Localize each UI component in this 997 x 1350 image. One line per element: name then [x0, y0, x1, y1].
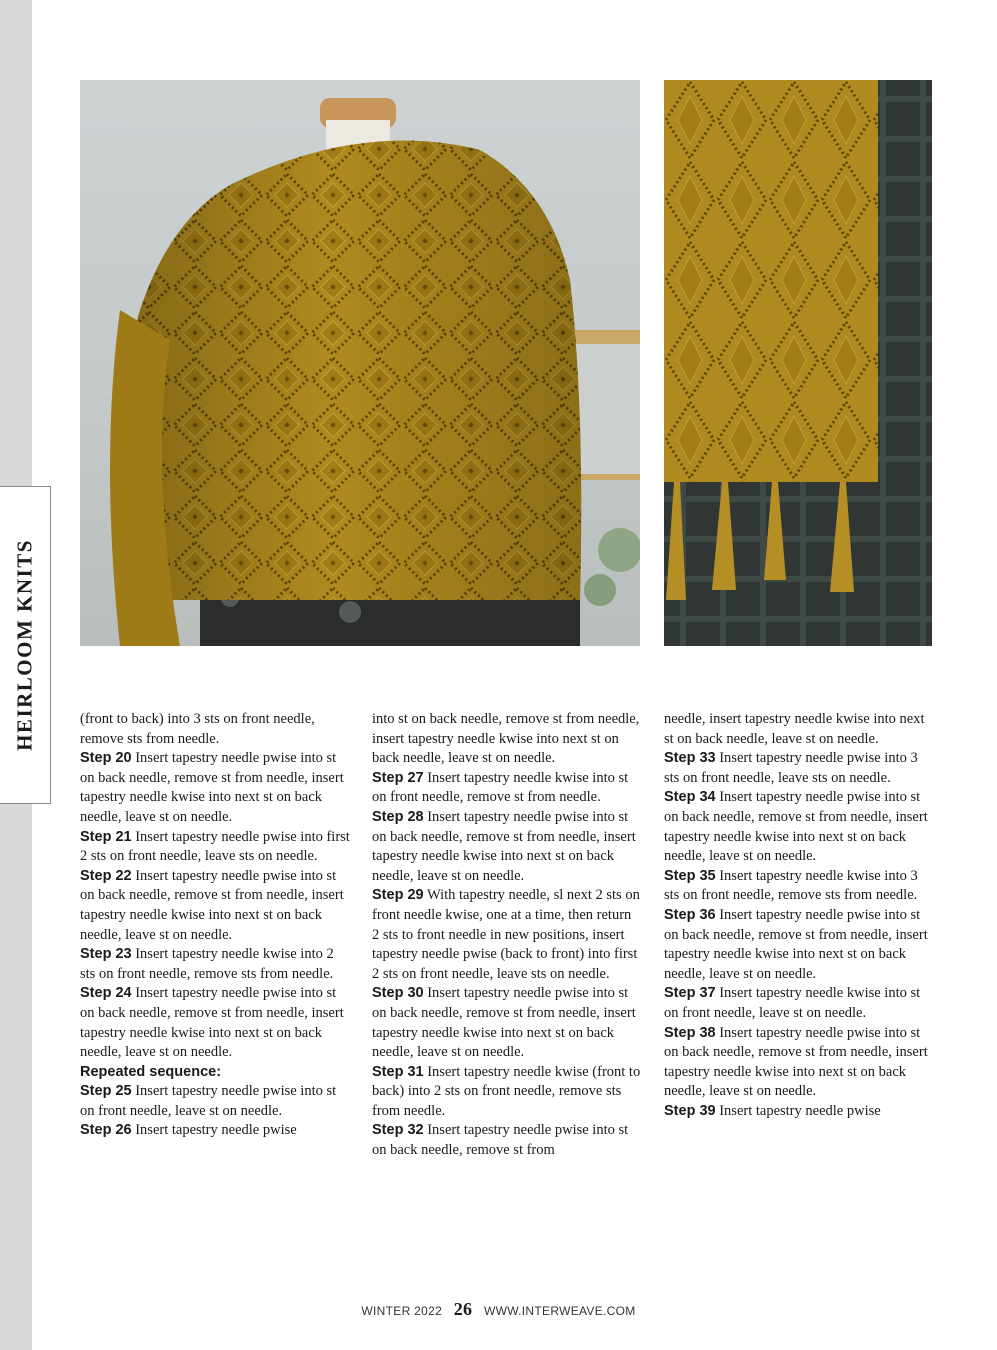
step-label: Step 29 — [372, 887, 424, 904]
step-paragraph — [80, 1082, 350, 1121]
step-text: Insert tapestry needle pwise into first 2 sts on front needle, leave sts on needle. — [80, 828, 350, 865]
step-label: Step 30 — [372, 985, 424, 1002]
step-label: Step 24 — [80, 985, 132, 1002]
step-paragraph — [80, 749, 350, 827]
text-column-3 — [664, 710, 934, 1121]
step-text: Insert tapestry needle pwise into st on back needle, remove st from — [372, 1122, 629, 1159]
step-label: Step 26 — [80, 1122, 132, 1139]
website-link[interactable]: WWW.INTERWEAVE.COM — [483, 1304, 636, 1318]
step-paragraph — [80, 828, 350, 867]
step-paragraph — [372, 886, 642, 984]
step-paragraph — [372, 1121, 642, 1160]
step-paragraph — [80, 1121, 350, 1141]
step-text: Insert tapestry needle pwise into 3 sts on front needle, leave sts on needle. — [664, 750, 918, 786]
step-text: Insert tapestry needle pwise into st on back needle, remove st from needle, insert tapestry needle kwise into next st on back needle, leave st on needle. — [372, 808, 636, 884]
step-text: Insert tapestry needle kwise into st on front needle, leave st on needle. — [664, 985, 921, 1021]
step-label: Step 32 — [372, 1122, 424, 1139]
step-text: Insert tapestry needle pwise into st on back needle, remove st from needle, insert tapestry needle kwise into next st on back needle, leave st on needle. — [80, 867, 344, 943]
step-label: Step 38 — [664, 1024, 716, 1041]
step-label: Step 27 — [372, 769, 424, 786]
step-text: needle, insert tapestry needle kwise into next st on back needle, leave st on needle. — [664, 711, 925, 747]
step-label: Step 20 — [80, 750, 132, 767]
step-text: Insert tapestry needle pwise into st on front needle, leave st on needle. — [80, 1083, 337, 1119]
step-paragraph — [80, 945, 350, 984]
step-text: Insert tapestry needle pwise into st on back needle, remove st from needle, insert tapestry needle kwise into next st on back needle, leave st on needle. — [80, 985, 344, 1061]
section-tab-label: HEIRLOOM KNITS — [12, 539, 37, 751]
page-footer — [0, 1299, 997, 1320]
step-text: (front to back) into 3 sts on front needle, remove sts from needle. — [80, 711, 315, 747]
section-tab — [0, 486, 51, 804]
step-label: Step 39 — [664, 1102, 716, 1119]
step-label: Step 28 — [372, 808, 424, 825]
step-label: Step 25 — [80, 1083, 132, 1100]
step-label: Step 22 — [80, 867, 132, 884]
step-paragraph — [664, 1024, 934, 1102]
step-paragraph — [664, 867, 934, 906]
step-text: Insert tapestry needle pwise into st on back needle, remove st from needle, insert tapestry needle kwise into next st on back needle, leave st on needle. — [664, 789, 928, 865]
step-label: Step 33 — [664, 750, 716, 767]
fringe-photo-illustration — [664, 80, 932, 646]
photo-shawl-fringe-detail — [664, 80, 932, 646]
step-text: Insert tapestry needle kwise into 2 sts on front needle, remove sts from needle. — [80, 946, 334, 982]
step-paragraph — [372, 710, 642, 769]
step-label: Step 21 — [80, 828, 132, 845]
step-paragraph — [372, 769, 642, 808]
step-text: into st on back needle, remove st from needle, insert tapestry needle kwise into next st on back needle, leave st on needle. — [372, 711, 640, 767]
step-label: Step 31 — [372, 1063, 424, 1080]
step-text: Insert tapestry needle pwise into st on back needle, remove st from needle, insert tapestry needle kwise into next st on back needle, leave st on needle. — [664, 1024, 928, 1100]
step-paragraph — [372, 1063, 642, 1122]
step-text: Insert tapestry needle kwise into 3 sts on front needle, remove sts from needle. — [664, 867, 918, 904]
issue-label: WINTER 2022 — [361, 1304, 443, 1318]
step-paragraph — [664, 1102, 934, 1122]
step-label: Step 36 — [664, 906, 716, 923]
step-paragraph — [664, 749, 934, 788]
step-paragraph — [664, 788, 934, 866]
step-paragraph — [664, 984, 934, 1023]
step-text: Insert tapestry needle kwise (front to back) into 2 sts on front needle, remove sts from needle. — [372, 1063, 641, 1119]
text-column-1 — [80, 710, 350, 1141]
text-column-2 — [372, 710, 642, 1161]
photo-shawl-on-dress-form — [80, 80, 640, 646]
step-text: Insert tapestry needle pwise into st on back needle, remove st from needle, insert tapestry needle kwise into next st on back needle, leave st on needle. — [664, 906, 928, 982]
page-number: 26 — [453, 1299, 473, 1319]
step-text: Insert tapestry needle kwise into st on front needle, remove st from needle. — [372, 769, 629, 806]
step-text: Insert tapestry needle pwise into st on back needle, remove st from needle, insert tapestry needle kwise into next st on back needle, leave st on needle. — [372, 985, 636, 1061]
step-text: Insert tapestry needle pwise — [719, 1102, 881, 1119]
step-paragraph — [80, 867, 350, 945]
step-label: Step 35 — [664, 867, 716, 884]
shawl-photo-illustration — [80, 80, 640, 646]
step-label: Step 34 — [664, 789, 716, 806]
step-paragraph — [372, 984, 642, 1062]
step-label: Step 23 — [80, 946, 132, 963]
step-paragraph — [372, 808, 642, 886]
step-text: With tapestry needle, sl next 2 sts on front needle kwise, one at a time, then return 2 sts to front needle in new positions, insert tapestry needle pwise (back to front) into first 2 sts on front needle, leave sts on needle. — [372, 887, 640, 982]
step-paragraph — [664, 906, 934, 984]
step-paragraph — [80, 984, 350, 1062]
repeated-sequence-heading: Repeated sequence: — [80, 1063, 222, 1080]
step-text: Insert tapestry needle pwise into st on back needle, remove st from needle, insert tapestry needle kwise into next st on back needle, leave st on needle. — [80, 750, 344, 825]
step-paragraph — [80, 710, 350, 749]
step-text: Insert tapestry needle pwise — [135, 1122, 297, 1139]
step-paragraph — [664, 710, 934, 749]
step-label: Step 37 — [664, 985, 716, 1002]
